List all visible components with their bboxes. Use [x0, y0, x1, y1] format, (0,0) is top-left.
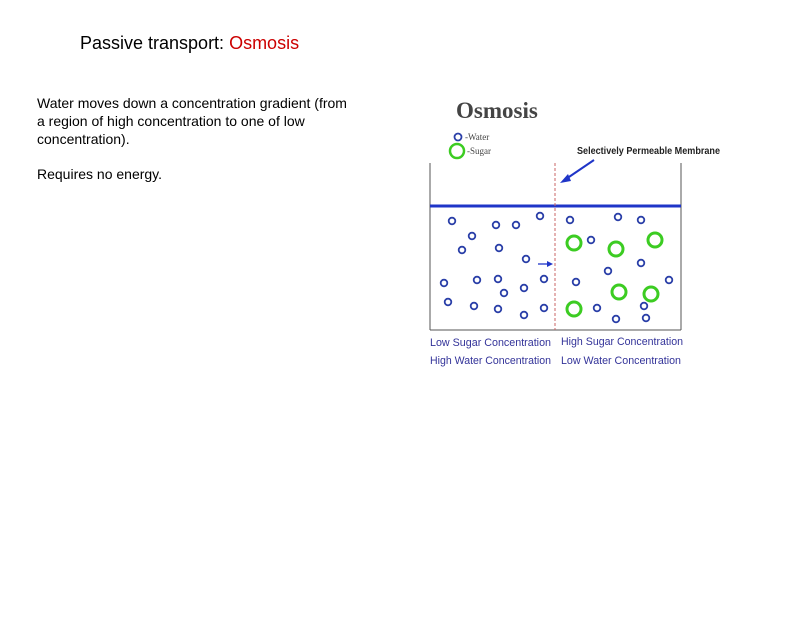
- water-molecule: [605, 268, 612, 275]
- sugar-molecule: [567, 236, 581, 250]
- legend-sugar-icon: [450, 144, 464, 158]
- water-molecule: [638, 217, 645, 224]
- water-molecule: [567, 217, 574, 224]
- water-molecule: [471, 303, 478, 310]
- diagram-title: Osmosis: [456, 98, 538, 123]
- sugar-molecule: [644, 287, 658, 301]
- water-molecule: [643, 315, 650, 322]
- membrane-pointer-line: [566, 160, 594, 179]
- water-molecule: [495, 276, 502, 283]
- water-molecule: [469, 233, 476, 240]
- water-molecule: [459, 247, 466, 254]
- water-molecule: [541, 276, 548, 283]
- water-molecule: [496, 245, 503, 252]
- water-molecule: [641, 303, 648, 310]
- right-caption-line1: High Sugar Concentration: [561, 336, 683, 348]
- water-molecule: [588, 237, 595, 244]
- water-molecule: [666, 277, 673, 284]
- water-molecule: [523, 256, 530, 263]
- paragraph-gradient: Water moves down a concentration gradient (from a region of high concentration to one of low concentration).: [37, 95, 347, 147]
- title-prefix: Passive transport:: [80, 33, 230, 53]
- body-text: [37, 94, 357, 183]
- water-molecule: [541, 305, 548, 312]
- left-caption-line2: High Water Concentration: [430, 355, 551, 367]
- paragraph-energy: Requires no energy.: [37, 166, 163, 182]
- sugar-molecule: [648, 233, 662, 247]
- water-molecule: [513, 222, 520, 229]
- water-molecule: [537, 213, 544, 220]
- sugar-molecule: [567, 302, 581, 316]
- right-caption-line2: Low Water Concentration: [561, 355, 681, 367]
- water-molecule: [501, 290, 508, 297]
- water-molecule: [521, 312, 528, 319]
- flow-arrow-head: [547, 261, 553, 267]
- legend-water-label: -Water: [465, 132, 490, 142]
- water-molecule: [445, 299, 452, 306]
- sugar-molecule: [609, 242, 623, 256]
- water-molecule: [495, 306, 502, 313]
- osmosis-diagram: [420, 88, 721, 373]
- water-molecule: [613, 316, 620, 323]
- water-molecule: [573, 279, 580, 286]
- water-molecule: [474, 277, 481, 284]
- membrane-pointer-arrowhead: [560, 174, 571, 183]
- legend-sugar-label: -Sugar: [467, 146, 491, 156]
- water-molecule: [493, 222, 500, 229]
- legend-water-icon: [455, 134, 462, 141]
- water-molecule: [441, 280, 448, 287]
- sugar-molecule: [612, 285, 626, 299]
- left-caption-line1: Low Sugar Concentration: [430, 337, 551, 349]
- water-molecule: [521, 285, 528, 292]
- slide-title: [80, 33, 299, 54]
- water-molecule: [594, 305, 601, 312]
- membrane-label: Selectively Permeable Membrane: [577, 146, 721, 157]
- title-highlight: Osmosis: [229, 33, 300, 53]
- water-molecule: [615, 214, 622, 221]
- water-molecule: [449, 218, 456, 225]
- water-molecule: [638, 260, 645, 267]
